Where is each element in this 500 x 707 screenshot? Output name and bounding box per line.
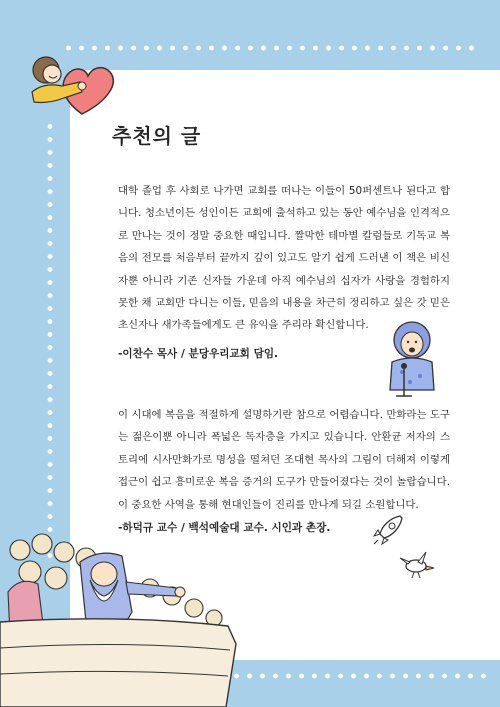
dotted-line-top bbox=[62, 44, 482, 52]
recommendation-signature-2: -하덕규 교수 / 백석예술대 교수. 시인과 촌장. bbox=[118, 522, 331, 534]
recommendation-text-1: 대학 졸업 후 사회로 나가면 교회를 떠나는 이들이 50퍼센트나 된다고 합니다. 청소년이든 성인이든 교회에 출석하고 있는 동안 예수님을 인격적으로 만나는 것이 정말 중요한 때입니다. 짤막한 테마별 칼럼들로 기독교 복음의 전모를 처음부터 끝까지 깊이 있고도 알기 쉽게 드러낸 이 책은 비신자뿐 아니라 기존 신자들 가운데 아직 예수님의 십자가 사랑을 경험하지 못한 채 교회만 다니는 이들, 믿음의 내용을 차근히 정리하고 싶은 갓 믿은 초신자나 새가족들에게도 큰 유익을 주리라 확신합니다. bbox=[118, 185, 450, 332]
dotted-line-left bbox=[46, 120, 54, 560]
recommendation-signature-1: -이찬수 목사 / 분당우리교회 담임. bbox=[118, 348, 279, 360]
singer-illustration bbox=[378, 318, 448, 398]
bird-icon bbox=[398, 548, 438, 582]
dotted-line-bottom bbox=[230, 672, 490, 680]
ark-animals-illustration bbox=[0, 522, 240, 707]
page-title: 추천의 글 bbox=[112, 124, 202, 148]
heart-hug-illustration bbox=[22, 52, 122, 122]
rocket-icon bbox=[370, 512, 406, 548]
recommendation-text-2: 이 시대에 복음을 적절하게 설명하기란 참으로 어렵습니다. 만화라는 도구는 젊은이뿐 아니라 폭넓은 독자층을 가지고 있습니다. 안환균 저자의 스토리에 시사만화가로 명성을 떨쳐던 조대현 목사의 그림이 더해져 이렇게 접근이 쉽고 흥미로운 복음 증거의 도구가 만들어졌다는 것이 놀랍습니다. 이 중요한 사역을 통해 현대인들이 진리를 만나게 되길 소원합니다. bbox=[118, 409, 450, 511]
